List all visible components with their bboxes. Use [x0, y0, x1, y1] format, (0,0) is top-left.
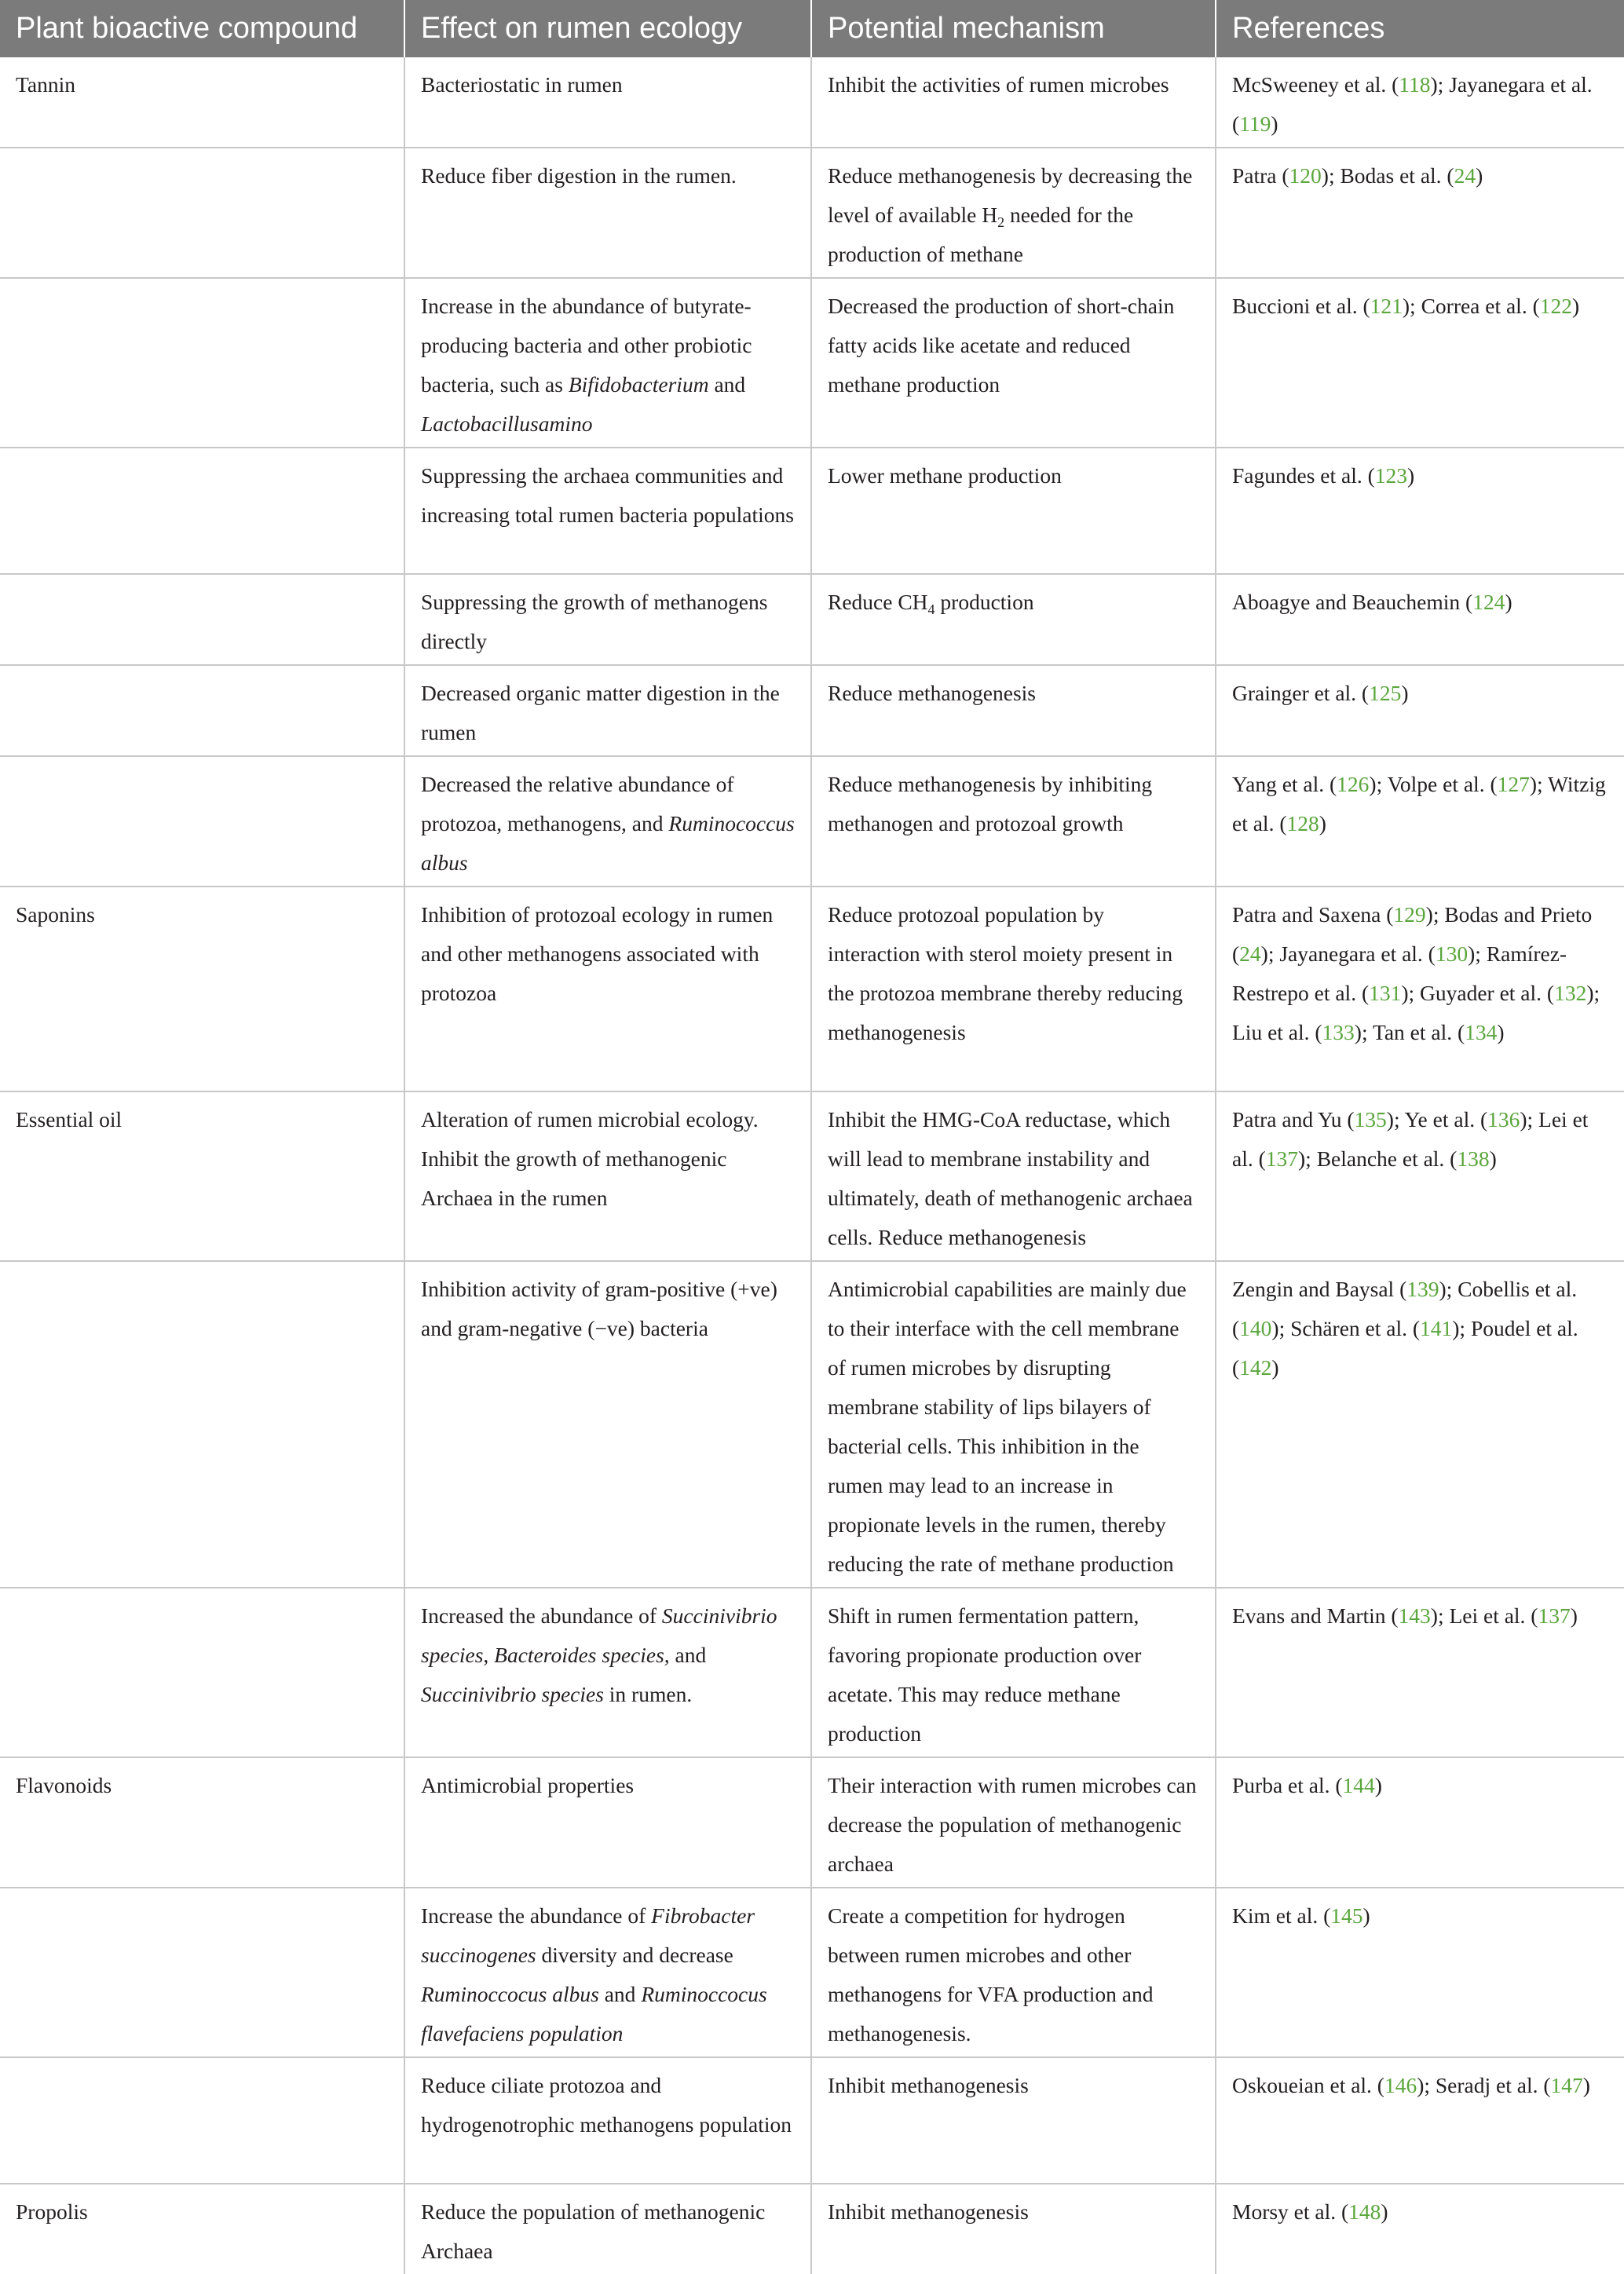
- cell-effect: Inhibition activity of gram-positive (+ve) and gram-negative (−ve) bacteria: [404, 1261, 811, 1588]
- reference-link[interactable]: 138: [1457, 1146, 1490, 1171]
- cell-compound: [0, 148, 404, 278]
- cell-mechanism: Reduce protozoal population by interaction with sterol moiety present in the protozoa membrane thereby reducing methanogenesis: [811, 887, 1216, 1091]
- cell-references: Kim et al. (145): [1216, 1888, 1624, 2057]
- reference-link[interactable]: 129: [1393, 902, 1426, 927]
- table-row: [0, 1888, 1624, 2057]
- reference-link[interactable]: 24: [1454, 163, 1476, 188]
- cell-compound: [0, 1888, 404, 2057]
- reference-link[interactable]: 141: [1420, 1316, 1453, 1340]
- cell-mechanism: Create a competition for hydrogen between rumen microbes and other methanogens for VFA production and methanogenesis.: [811, 1888, 1216, 2057]
- reference-link[interactable]: 139: [1406, 1277, 1439, 1301]
- cell-compound: [0, 574, 404, 665]
- reference-link[interactable]: 140: [1239, 1316, 1272, 1340]
- cell-references: Buccioni et al. (121); Correa et al. (122): [1216, 278, 1624, 448]
- cell-effect: Bacteriostatic in rumen: [404, 57, 811, 148]
- reference-link[interactable]: 24: [1239, 941, 1261, 966]
- table-row: [0, 574, 1624, 665]
- cell-effect: Increase in the abundance of butyrate-producing bacteria and other probiotic bacteria, such as Bifidobacterium and Lactobacillusamino: [404, 278, 811, 448]
- cell-compound: Flavonoids: [0, 1757, 404, 1888]
- cell-effect: Reduce ciliate protozoa and hydrogenotrophic methanogens population: [404, 2057, 811, 2184]
- table-row: [0, 1261, 1624, 1588]
- table-row: [0, 1588, 1624, 1757]
- cell-effect: Suppressing the growth of methanogens directly: [404, 574, 811, 665]
- table-row: [0, 2057, 1624, 2184]
- reference-link[interactable]: 137: [1538, 1603, 1571, 1628]
- cell-mechanism: Inhibit the HMG-CoA reductase, which will lead to membrane instability and ultimately, death of methanogenic archaea cells. Reduce methanogenesis: [811, 1091, 1216, 1261]
- reference-link[interactable]: 142: [1239, 1355, 1272, 1380]
- reference-link[interactable]: 130: [1435, 941, 1469, 966]
- cell-references: Patra and Yu (135); Ye et al. (136); Lei et al. (137); Belanche et al. (138): [1216, 1091, 1624, 1261]
- reference-link[interactable]: 135: [1354, 1107, 1387, 1132]
- cell-references: Oskoueian et al. (146); Seradj et al. (147): [1216, 2057, 1624, 2184]
- reference-link[interactable]: 132: [1554, 981, 1587, 1005]
- cell-mechanism: Shift in rumen fermentation pattern, favoring propionate production over acetate. This may reduce methane production: [811, 1588, 1216, 1757]
- cell-compound: [0, 2057, 404, 2184]
- cell-references: Morsy et al. (148): [1232, 2199, 1388, 2224]
- reference-link[interactable]: 119: [1239, 112, 1271, 136]
- reference-link[interactable]: 122: [1539, 294, 1572, 318]
- cell-effect: Reduce the population of methanogenic Archaea: [404, 2184, 811, 2274]
- reference-link[interactable]: 148: [1348, 2199, 1381, 2224]
- reference-link[interactable]: 146: [1384, 2073, 1417, 2097]
- cell-references: Fagundes et al. (123): [1216, 448, 1624, 574]
- cell-mechanism: Inhibit methanogenesis: [811, 2184, 1216, 2274]
- table-row: [0, 887, 1624, 1091]
- cell-references: McSweeney et al. (118); Jayanegara et al. (119): [1216, 57, 1624, 148]
- reference-link[interactable]: 147: [1550, 2073, 1583, 2097]
- reference-link[interactable]: 121: [1370, 294, 1403, 318]
- cell-effect: Antimicrobial properties: [404, 1757, 811, 1888]
- reference-link[interactable]: 126: [1337, 772, 1370, 796]
- cell-references: Aboagye and Beauchemin (124): [1216, 574, 1624, 665]
- cell-mechanism: Lower methane production: [811, 448, 1216, 574]
- table-row: [0, 756, 1624, 887]
- cell-compound: [0, 1588, 404, 1757]
- reference-link[interactable]: 133: [1322, 1020, 1355, 1044]
- cell-mechanism: Reduce $CH_4$ production: [811, 574, 1216, 665]
- cell-references: Evans and Martin (143); Lei et al. (137): [1216, 1588, 1624, 1757]
- cell-compound: [0, 448, 404, 574]
- table-row: [0, 278, 1624, 448]
- cell-mechanism: Reduce methanogenesis by inhibiting methanogen and protozoal growth: [811, 756, 1216, 887]
- reference-link[interactable]: 131: [1369, 981, 1402, 1005]
- reference-link[interactable]: 136: [1487, 1107, 1520, 1132]
- cell-references: Yang et al. (126); Volpe et al. (127); Witzig et al. (128): [1216, 756, 1624, 887]
- cell-references: Purba et al. (144): [1216, 1757, 1624, 1888]
- cell-effect: Suppressing the archaea communities and increasing total rumen bacteria populations: [404, 448, 811, 574]
- cell-effect: Reduce fiber digestion in the rumen.: [404, 148, 811, 278]
- cell-effect: Decreased organic matter digestion in the rumen: [404, 665, 811, 756]
- cell-compound: Propolis: [0, 2184, 404, 2274]
- header-effect: Effect on rumen ecology: [404, 0, 811, 57]
- cell-compound: Tannin: [0, 57, 404, 148]
- cell-mechanism: Antimicrobial capabilities are mainly due to their interface with the cell membrane of rumen microbes by disrupting membrane stability of lips bilayers of bacterial cells. This inhibition in the rumen may lead to an increase in propionate levels in the rumen, thereby reducing the rate of methane production: [811, 1261, 1216, 1588]
- cell-mechanism: Inhibit the activities of rumen microbes: [811, 57, 1216, 148]
- table-row: [0, 148, 1624, 278]
- cell-compound: [0, 756, 404, 887]
- reference-link[interactable]: 118: [1399, 72, 1431, 97]
- reference-link[interactable]: 143: [1398, 1603, 1431, 1628]
- cell-effect: Increased the abundance of Succinivibrio species, Bacteroides species, and Succinivibrio species in rumen.: [404, 1588, 811, 1757]
- cell-compound: Essential oil: [0, 1091, 404, 1261]
- reference-link[interactable]: 137: [1265, 1146, 1299, 1171]
- cell-mechanism: Inhibit methanogenesis: [811, 2057, 1216, 2184]
- cell-references: Grainger et al. (125): [1216, 665, 1624, 756]
- table-row: [0, 1757, 1624, 1888]
- cell-compound: [0, 1261, 404, 1588]
- cell-effect: Increase the abundance of Fibrobacter succinogenes diversity and decrease Ruminoccocus albus and Ruminoccocus flavefaciens population: [404, 1888, 811, 2057]
- table-row: [0, 57, 1624, 148]
- cell-mechanism: Reduce methanogenesis: [811, 665, 1216, 756]
- reference-link[interactable]: 144: [1342, 1773, 1375, 1797]
- cell-mechanism: Decreased the production of short-chain fatty acids like acetate and reduced methane production: [811, 278, 1216, 448]
- cell-references: Zengin and Baysal (139); Cobellis et al. (140); Schären et al. (141); Poudel et al. (142): [1216, 1261, 1624, 1588]
- table-header-row: [0, 0, 1624, 57]
- reference-link[interactable]: 128: [1286, 811, 1319, 835]
- table-row: [0, 448, 1624, 574]
- cell-mechanism: Their interaction with rumen microbes can decrease the population of methanogenic archaea: [811, 1757, 1216, 1888]
- cell-effect: Decreased the relative abundance of protozoa, methanogens, and Ruminococcus albus: [404, 756, 811, 887]
- reference-link[interactable]: 127: [1497, 772, 1530, 796]
- header-compound: Plant bioactive compound: [0, 0, 404, 57]
- reference-link[interactable]: 125: [1369, 681, 1402, 705]
- reference-link[interactable]: 145: [1330, 1903, 1363, 1928]
- table-row: [0, 1091, 1624, 1261]
- reference-link[interactable]: 123: [1374, 463, 1408, 488]
- reference-link[interactable]: 120: [1289, 163, 1322, 188]
- reference-link[interactable]: 134: [1465, 1020, 1498, 1044]
- cell-references: Patra (120); Bodas et al. (24): [1216, 148, 1624, 278]
- header-references: References: [1216, 0, 1624, 57]
- cell-effect: Inhibition of protozoal ecology in rumen and other methanogens associated with protozoa: [404, 887, 811, 1091]
- cell-compound: Saponins: [0, 887, 404, 1091]
- table-row: [0, 2184, 1624, 2274]
- header-mechanism: Potential mechanism: [811, 0, 1216, 57]
- table-row: [0, 665, 1624, 756]
- cell-mechanism: Reduce methanogenesis by decreasing the level of available $H_2$ needed for the production of methane: [811, 148, 1216, 278]
- cell-effect: Alteration of rumen microbial ecology. Inhibit the growth of methanogenic Archaea in the rumen: [404, 1091, 811, 1261]
- cell-references: Patra and Saxena (129); Bodas and Prieto (24); Jayanegara et al. (130); Ramírez-Restrepo et al. (131); Guyader et al. (132); Liu et al. (133); Tan et al. (134): [1216, 887, 1624, 1091]
- reference-link[interactable]: 124: [1472, 590, 1505, 614]
- cell-compound: [0, 665, 404, 756]
- cell-compound: [0, 278, 404, 448]
